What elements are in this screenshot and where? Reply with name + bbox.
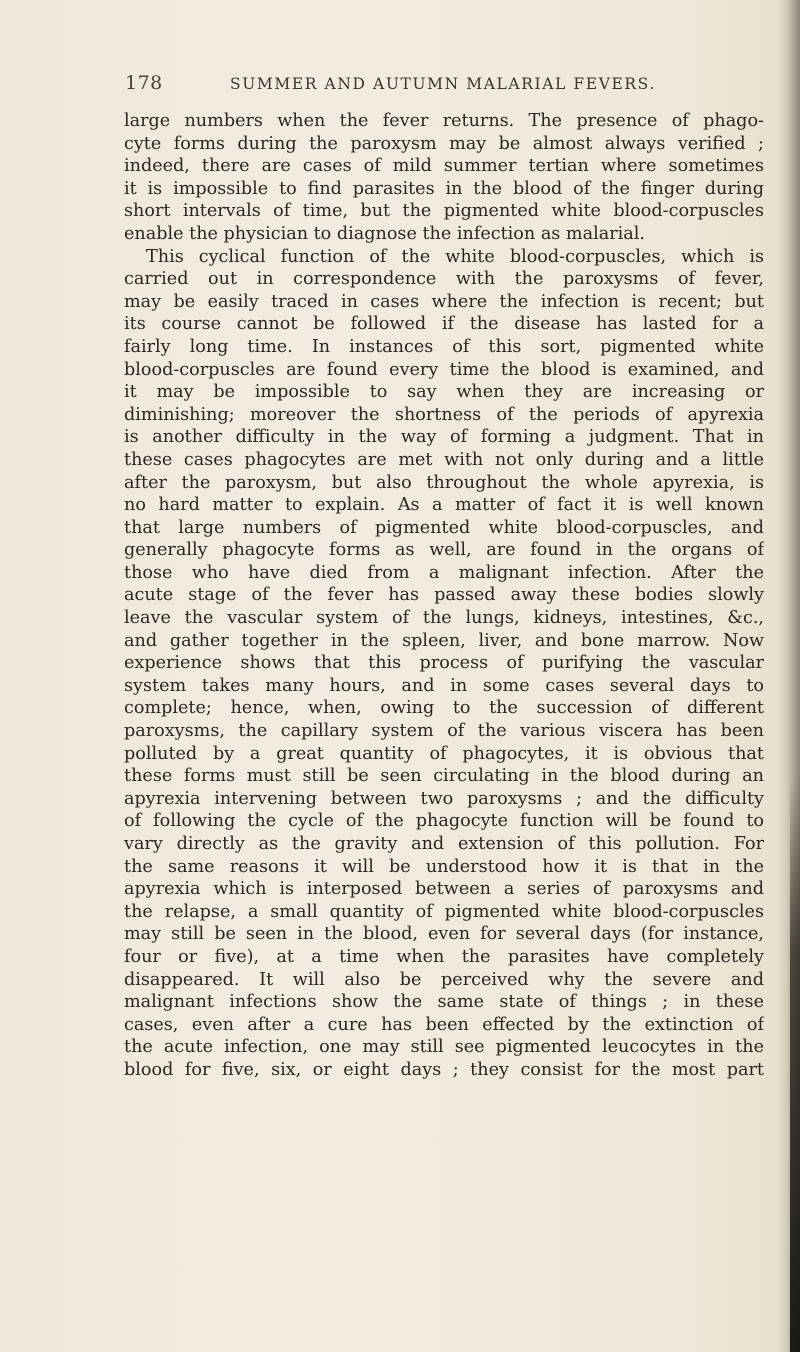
text-line: that large numbers of pigmented white blood-corpuscles, and: [124, 517, 764, 538]
text-line: after the paroxysm, but also throughout the whole apyrexia, is: [124, 472, 764, 493]
text-line: enable the physician to diagnose the infection as malarial.: [124, 223, 645, 244]
text-line: it may be impossible to say when they are increasing or: [124, 382, 764, 403]
text-line: four or five), at a time when the parasites have completely: [124, 946, 764, 967]
text-line: system takes many hours, and in some cases several days to: [124, 675, 764, 696]
body-text: [124, 110, 764, 1082]
text-line: polluted by a great quantity of phagocytes, it is obvious that: [124, 743, 764, 764]
text-line: the relapse, a small quantity of pigmented white blood-corpuscles: [124, 901, 764, 922]
text-line: acute stage of the fever has passed away these bodies slowly: [124, 585, 764, 606]
text-line: fairly long time. In instances of this sort, pigmented white: [124, 336, 764, 357]
text-line: apyrexia which is interposed between a series of paroxysms and: [124, 879, 764, 900]
running-head: SUMMER AND AUTUMN MALARIAL FEVERS.: [230, 75, 656, 93]
text-line: leave the vascular system of the lungs, kidneys, intestines, &c.,: [124, 608, 764, 629]
text-line: short intervals of time, but the pigmented white blood-corpuscles: [124, 201, 764, 222]
text-line: of following the cycle of the phagocyte function will be found to: [124, 811, 764, 832]
text-line: disappeared. It will also be perceived why the severe and: [124, 969, 764, 990]
text-line: is another difficulty in the way of forming a judgment. That in: [124, 427, 764, 448]
text-line: cyte forms during the paroxysm may be almost always verified ;: [124, 133, 764, 154]
text-line: its course cannot be followed if the disease has lasted for a: [124, 314, 764, 335]
text-line: complete; hence, when, owing to the succession of different: [124, 698, 764, 719]
text-line: the acute infection, one may still see pigmented leucocytes in the: [124, 1037, 764, 1058]
text-line: malignant infections show the same state of things ; in these: [124, 992, 764, 1013]
page-number: 178: [125, 72, 163, 94]
text-line: paroxysms, the capillary system of the various viscera has been: [124, 721, 764, 742]
text-line: carried out in correspondence with the paroxysms of fever,: [124, 269, 764, 290]
text-line: vary directly as the gravity and extension of this pollution. For: [124, 834, 764, 854]
text-line: no hard matter to explain. As a matter of fact it is well known: [124, 495, 764, 516]
text-line: generally phagocyte forms as well, are found in the organs of: [124, 540, 764, 561]
text-line: may be easily traced in cases where the infection is recent; but: [124, 291, 764, 312]
text-line: apyrexia intervening between two paroxysms ; and the difficulty: [124, 788, 764, 809]
text-line: these forms must still be seen circulating in the blood during an: [124, 766, 764, 787]
text-line: those who have died from a malignant infection. After the: [124, 562, 764, 583]
text-line: these cases phagocytes are met with not only during and a little: [124, 449, 764, 470]
page-header: [125, 72, 665, 102]
text-line: cases, even after a cure has been effected by the extinction of: [124, 1014, 764, 1035]
text-line: may still be seen in the blood, even for several days (for instance,: [124, 924, 764, 945]
text-line: diminishing; moreover the shortness of the periods of apyrexia: [124, 404, 764, 425]
text-line: indeed, there are cases of mild summer tertian where sometimes: [124, 156, 764, 177]
text-line: blood-corpuscles are found every time the blood is examined, and: [124, 359, 764, 380]
text-line: blood for five, six, or eight days ; they consist for the most part: [124, 1059, 764, 1080]
text-line: large numbers when the fever returns. The presence of phago-: [124, 111, 764, 131]
text-line: and gather together in the spleen, liver, and bone marrow. Now: [124, 630, 764, 651]
page-edge-binding: [790, 780, 800, 1352]
text-line: This cyclical function of the white blood-corpuscles, which is: [146, 246, 764, 267]
text-line: the same reasons it will be understood how it is that in the: [124, 856, 764, 877]
text-line: it is impossible to find parasites in the blood of the finger during: [124, 178, 764, 199]
text-line: experience shows that this process of purifying the vascular: [124, 653, 764, 674]
